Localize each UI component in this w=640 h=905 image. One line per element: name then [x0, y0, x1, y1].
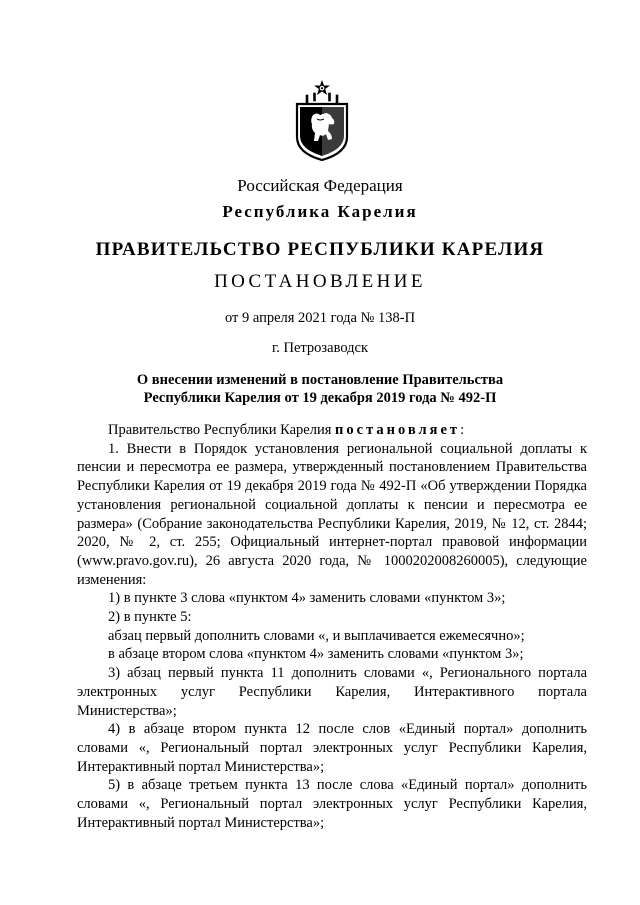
body-paragraph: 1) в пункте 3 слова «пунктом 4» заменить словами «пунктом 3»; [108, 590, 506, 607]
intro-prefix: Правительство Республики Карелия [108, 422, 336, 438]
document-subject [0, 371, 640, 407]
body-paragraph: абзац первый дополнить словами «, и выплачивается ежемесячно»; [108, 627, 525, 644]
star-icon [314, 80, 330, 95]
body-paragraph: в абзаце втором слова «пунктом 4» заменить словами «пунктом 3»; [108, 646, 524, 663]
body-paragraph: 4) в абзаце втором пункта 12 после слов «Единый портал» дополнить словами «, Региональный портал электронных услуг Республики Карелия, Интерактивный портал Министерства»; [77, 721, 587, 775]
intro-suffix: : [460, 422, 465, 438]
document-body [77, 421, 587, 832]
body-paragraph: 5) в абзаце третьем пункта 13 после слова «Единый портал» дополнить словами «, Региональный портал электронных услуг Республики Карелия, Интерактивный портал Министерства»; [77, 777, 587, 831]
issue-city: г. Петрозаводск [271, 340, 369, 356]
subject-line: О внесении изменений в постановление Правительства [136, 372, 504, 388]
body-paragraph: 2) в пункте 5: [108, 609, 192, 626]
subject-line: Республики Карелия от 19 декабря 2019 года № 492-П [143, 390, 497, 406]
document-number: от 9 апреля 2021 года № 138-П [224, 310, 416, 326]
government-title: ПРАВИТЕЛЬСТВО РЕСПУБЛИКИ КАРЕЛИЯ [95, 239, 545, 260]
body-paragraph: 3) абзац первый пункта 11 дополнить словами «, Регионального портала электронных услуг Республики Карелия, Интерактивного портала Министерства»; [77, 665, 587, 719]
document-type: ПОСТАНОВЛЕНИЕ [214, 271, 426, 292]
intro-decree-word: постановляет [335, 422, 461, 438]
body-paragraph: 1. Внести в Порядок установления региональной социальной доплаты к пенсии и пересмотра ее размера, утвержденный постановлением Правительства Республики Карелия от 19 декабря 2019 года № 492-П «Об утверждении Порядка установления региональной социальной доплаты к пенсии и пересмотра ее размера» (Собрание законодательства Республики Карелия, 2019, № 12, ст. 2844; 2020, № 2, ст. 255; Официальный интернет-портал правовой информации (www.pravo.gov.ru), 26 августа 2020 года, № 1000202008260005), следующие изменения: [77, 440, 587, 588]
republic-name: Республика Карелия [222, 202, 418, 221]
country-name: Российская Федерация [237, 176, 403, 195]
intro-paragraph [77, 421, 587, 440]
karelia-coat-of-arms-icon [293, 79, 351, 161]
